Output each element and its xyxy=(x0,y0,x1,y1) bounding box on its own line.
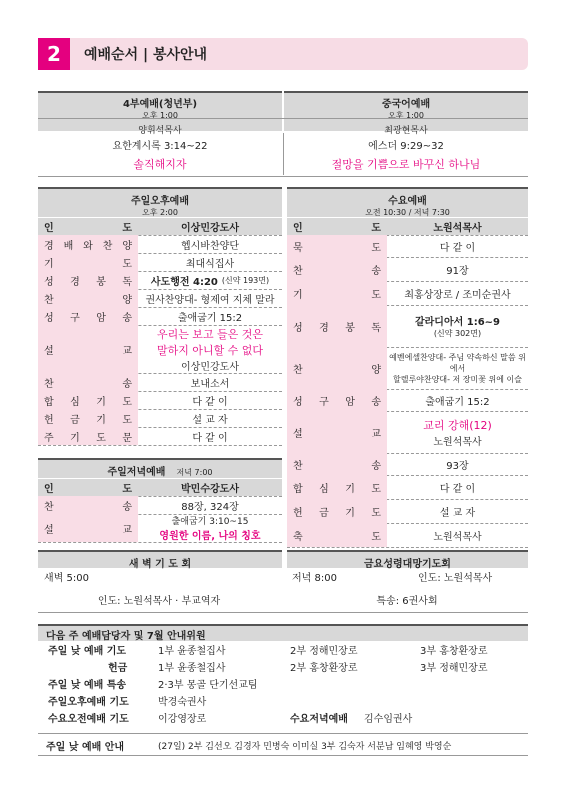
value-text: 93장 xyxy=(446,460,469,472)
value-text: 갈라디아서 1:6~9 xyxy=(414,317,501,328)
row-value xyxy=(387,305,528,347)
label-char: 암 xyxy=(345,396,355,408)
friday-leader: 인도: 노원석목사 xyxy=(418,573,493,584)
next-row-col2: 2부 홍창환장로 xyxy=(290,663,358,674)
label-char: 배 xyxy=(63,240,74,252)
label-char: 묵 xyxy=(293,242,303,254)
divider xyxy=(38,733,528,734)
divider xyxy=(38,176,528,177)
row-value xyxy=(387,499,528,523)
label-char: 독 xyxy=(122,276,132,288)
label-char: 양 xyxy=(122,294,132,306)
label-char: 송 xyxy=(122,501,132,513)
divider xyxy=(38,612,528,613)
label-char: 도 xyxy=(122,223,132,234)
label-char: 성 xyxy=(44,276,54,288)
value-text: 보내소서 xyxy=(190,378,230,390)
value-text: 사도행전 4:20 xyxy=(150,276,218,288)
next-week-header: 다음 주 예배담당자 및 7월 안내위원 xyxy=(38,624,528,641)
label-char: 도 xyxy=(371,289,381,301)
value-text: 노원석목사 xyxy=(433,223,482,234)
row-value xyxy=(387,411,528,453)
row-value xyxy=(138,373,282,391)
label-char: 찬 xyxy=(293,364,303,376)
label-char: 송 xyxy=(371,460,381,472)
label-char: 와 xyxy=(83,240,93,252)
label-char: 찬 xyxy=(44,378,54,390)
label-char: 기 xyxy=(70,432,80,444)
value-text: 노원석목사 xyxy=(433,531,482,543)
label-char: 찬 xyxy=(102,240,113,252)
page-title: 예배순서 | 봉사안내 xyxy=(84,47,208,63)
label-char: 도 xyxy=(96,432,106,444)
label-char: 구 xyxy=(70,312,80,324)
value-text: 최홍상장로 / 조미순권사 xyxy=(404,289,511,301)
label-char: 송 xyxy=(371,396,381,408)
row-value xyxy=(138,235,282,253)
next-row-col3: 김수임권사 xyxy=(364,714,413,725)
value-text: 출애굽기 3:10~15 xyxy=(171,517,249,527)
label-char: 도 xyxy=(371,223,381,234)
row-label xyxy=(38,479,138,496)
row-value xyxy=(138,218,282,235)
label-char: 도 xyxy=(371,483,381,495)
next-row-col1: 이강영장로 xyxy=(158,714,207,725)
label-char: 기 xyxy=(345,483,355,495)
value-text: 권사찬양대- 형제여 지체 말라 xyxy=(145,294,275,306)
chinese-sermon: 에스더 9:29~32 절망을 기쁨으로 바꾸신 하나님 xyxy=(331,140,481,171)
row-label xyxy=(38,235,138,253)
label-char: 기 xyxy=(293,289,303,301)
guide-label: 주일 낮 예배 안내 xyxy=(46,742,125,753)
next-row-col2: 2부 정해민장로 xyxy=(290,646,358,657)
row-label xyxy=(38,496,138,514)
label-char: 양 xyxy=(371,364,381,376)
label-char: 교 xyxy=(371,428,381,440)
label-char: 설 xyxy=(44,345,54,357)
row-value xyxy=(138,325,282,373)
value-text-2: 할렐루야찬양대- 저 장미꽃 위에 이슬 xyxy=(393,374,522,384)
row-label xyxy=(287,499,387,523)
label-char: 헌 xyxy=(44,414,54,426)
value-text: 91장 xyxy=(446,265,469,277)
friday-prayer-header: 금요성령대망기도회 xyxy=(287,550,528,568)
label-char: 합 xyxy=(293,483,303,495)
label-char: 도 xyxy=(371,531,381,543)
section-header xyxy=(38,38,528,70)
youth-service-header: 4부예배(청년부) 오후 1:00 양휘석목사 xyxy=(38,91,282,131)
row-value xyxy=(387,281,528,305)
label-char: 성 xyxy=(293,396,303,408)
value-text: 다 같 이 xyxy=(439,483,476,495)
dawn-time: 새벽 5:00 xyxy=(44,573,89,584)
label-char: 찬 xyxy=(44,501,54,513)
row-label xyxy=(287,389,387,411)
label-char: 기 xyxy=(44,258,54,270)
label-char: 성 xyxy=(44,312,54,324)
next-row-label: 주일 낮 예배 기도 xyxy=(48,646,127,657)
row-label xyxy=(38,307,138,325)
guide-text: (27일) 2부 김선오 김경자 민병숙 이미실 3부 김숙자 서분남 임혜영 박영순 xyxy=(158,742,452,752)
label-char: 찬 xyxy=(293,265,303,277)
value-text: 박민수강도사 xyxy=(181,484,239,495)
divider xyxy=(38,755,528,756)
label-char: 합 xyxy=(44,396,54,408)
value-text: 출애굽기 15:2 xyxy=(425,396,490,408)
row-label xyxy=(38,253,138,271)
label-char: 구 xyxy=(319,396,329,408)
label-char: 경 xyxy=(70,276,80,288)
youth-sermon: 요한계시록 3:14~22 솔직해지자 xyxy=(112,140,208,171)
label-char: 금 xyxy=(70,414,80,426)
label-char: 봉 xyxy=(96,276,106,288)
label-char: 도 xyxy=(122,258,132,270)
value-text-3: 이상민강도사 xyxy=(181,361,239,373)
label-char: 심 xyxy=(70,396,80,408)
section-number: 2 xyxy=(38,38,70,70)
row-value xyxy=(387,347,528,389)
row-value xyxy=(138,307,282,325)
row-value xyxy=(138,409,282,427)
label-char: 찬 xyxy=(44,294,54,306)
label-char: 인 xyxy=(293,223,303,234)
row-value xyxy=(138,479,282,496)
label-char: 독 xyxy=(371,322,381,334)
value-text-2: 영원한 이름, 나의 칭호 xyxy=(159,531,261,542)
label-char: 도 xyxy=(371,507,381,519)
label-char: 도 xyxy=(122,484,132,495)
wednesday-header: 수요예배 오전 10:30 / 저녁 7:30 xyxy=(287,187,528,217)
value-text: 다 같 이 xyxy=(439,242,476,254)
row-label xyxy=(38,325,138,373)
label-char: 양 xyxy=(122,240,132,252)
row-label xyxy=(287,411,387,453)
value-text: 설 교 자 xyxy=(192,414,228,426)
row-label xyxy=(287,281,387,305)
label-char: 송 xyxy=(122,312,132,324)
label-char: 암 xyxy=(96,312,106,324)
row-value xyxy=(138,253,282,271)
friday-special: 특송: 6권사회 xyxy=(376,596,438,607)
row-label xyxy=(38,514,138,542)
row-value xyxy=(387,523,528,547)
next-row-col1: 박경숙권사 xyxy=(158,697,207,708)
friday-time: 저녁 8:00 xyxy=(292,573,337,584)
value-text: 교리 강해(12) xyxy=(423,418,492,432)
label-char: 헌 xyxy=(293,507,303,519)
value-text: 설 교 자 xyxy=(439,507,476,519)
row-divider xyxy=(287,547,528,548)
value-text: 다 같 이 xyxy=(192,396,228,408)
divider xyxy=(38,118,528,119)
row-label xyxy=(38,271,138,289)
label-char: 찬 xyxy=(293,460,303,472)
label-char: 기 xyxy=(96,396,106,408)
label-char: 도 xyxy=(122,414,132,426)
value-text: 헵시바찬양단 xyxy=(181,240,239,252)
row-label xyxy=(287,347,387,389)
row-value xyxy=(138,496,282,514)
next-row-label: 주일 낮 예배 특송 xyxy=(48,680,127,691)
value-text: 다 같 이 xyxy=(192,432,228,444)
value-text: 예벤에셀찬양대- 주님 약속하신 말씀 위에서 xyxy=(389,352,526,373)
label-char: 인 xyxy=(44,223,54,234)
value-text: 이상민강도사 xyxy=(181,223,239,234)
row-divider xyxy=(38,542,282,543)
label-char: 심 xyxy=(319,483,329,495)
row-label xyxy=(38,218,138,235)
next-row-col2: 수요저녁예배 xyxy=(290,714,348,725)
value-text: 88장, 324장 xyxy=(181,501,239,513)
label-char: 도 xyxy=(371,242,381,254)
row-label xyxy=(38,409,138,427)
dawn-prayer-header: 새 벽 기 도 회 xyxy=(38,550,282,568)
row-value xyxy=(138,271,282,289)
label-char: 금 xyxy=(319,507,329,519)
dawn-leader: 인도: 노원석목사 · 부교역자 xyxy=(97,596,221,607)
label-char: 경 xyxy=(44,240,54,252)
next-row-label: 수요오전예배 기도 xyxy=(48,714,129,725)
row-value xyxy=(387,257,528,281)
row-value xyxy=(387,453,528,475)
value-text: 최대식집사 xyxy=(185,258,235,270)
next-row-col1: 2·3부 몽골 단기선교팀 xyxy=(158,680,258,691)
label-char: 봉 xyxy=(345,322,355,334)
label-char: 교 xyxy=(122,524,132,536)
row-value xyxy=(138,427,282,445)
row-divider xyxy=(38,445,282,446)
row-label xyxy=(287,218,387,235)
row-label xyxy=(287,453,387,475)
value-text: 우리는 보고 들은 것은 xyxy=(156,327,264,341)
sunday-pm-header: 주일오후예배 오후 2:00 xyxy=(38,187,282,217)
row-label xyxy=(287,235,387,257)
value-text-2: (신약 193면) xyxy=(221,275,270,285)
row-label xyxy=(287,257,387,281)
row-label xyxy=(287,475,387,499)
row-label xyxy=(38,373,138,391)
label-char: 문 xyxy=(122,432,132,444)
row-label xyxy=(38,391,138,409)
row-label xyxy=(38,289,138,307)
next-row-col1: 1부 윤종철집사 xyxy=(158,646,226,657)
row-label xyxy=(287,523,387,547)
row-value xyxy=(387,218,528,235)
row-value xyxy=(138,289,282,307)
row-value xyxy=(138,391,282,409)
value-text-2: (신약 302면) xyxy=(433,329,482,338)
next-row-label: 주일오후예배 기도 xyxy=(48,697,129,708)
label-char: 설 xyxy=(44,524,54,536)
label-char: 주 xyxy=(44,432,54,444)
label-char: 기 xyxy=(96,414,106,426)
label-char: 기 xyxy=(345,507,355,519)
label-char: 도 xyxy=(122,396,132,408)
label-char: 인 xyxy=(44,484,54,495)
next-row-col1: 1부 윤종철집사 xyxy=(158,663,226,674)
row-value xyxy=(138,514,282,542)
row-label xyxy=(287,305,387,347)
row-label xyxy=(38,427,138,445)
label-char: 교 xyxy=(122,345,132,357)
row-value xyxy=(387,475,528,499)
next-row-col3: 3부 홍창환장로 xyxy=(420,646,488,657)
value-text-2: 말하지 아니할 수 없다 xyxy=(156,343,264,357)
label-char: 경 xyxy=(319,322,329,334)
label-char: 축 xyxy=(293,531,303,543)
value-text: 출애굽기 15:2 xyxy=(177,312,243,324)
label-char: 설 xyxy=(293,428,303,440)
chinese-service-header: 중국어예배 오후 1:00 최광현목사 xyxy=(284,91,528,131)
label-char: 송 xyxy=(122,378,132,390)
value-text-2: 노원석목사 xyxy=(433,436,482,448)
next-row-col3: 3부 정해민장로 xyxy=(420,663,488,674)
next-row-label: 헌금 xyxy=(108,663,128,674)
sunday-eve-header: 주일저녁예배 저녁 7:00 xyxy=(38,458,282,478)
label-char: 송 xyxy=(371,265,381,277)
row-value xyxy=(387,389,528,411)
label-char: 성 xyxy=(293,322,303,334)
row-value xyxy=(387,235,528,257)
